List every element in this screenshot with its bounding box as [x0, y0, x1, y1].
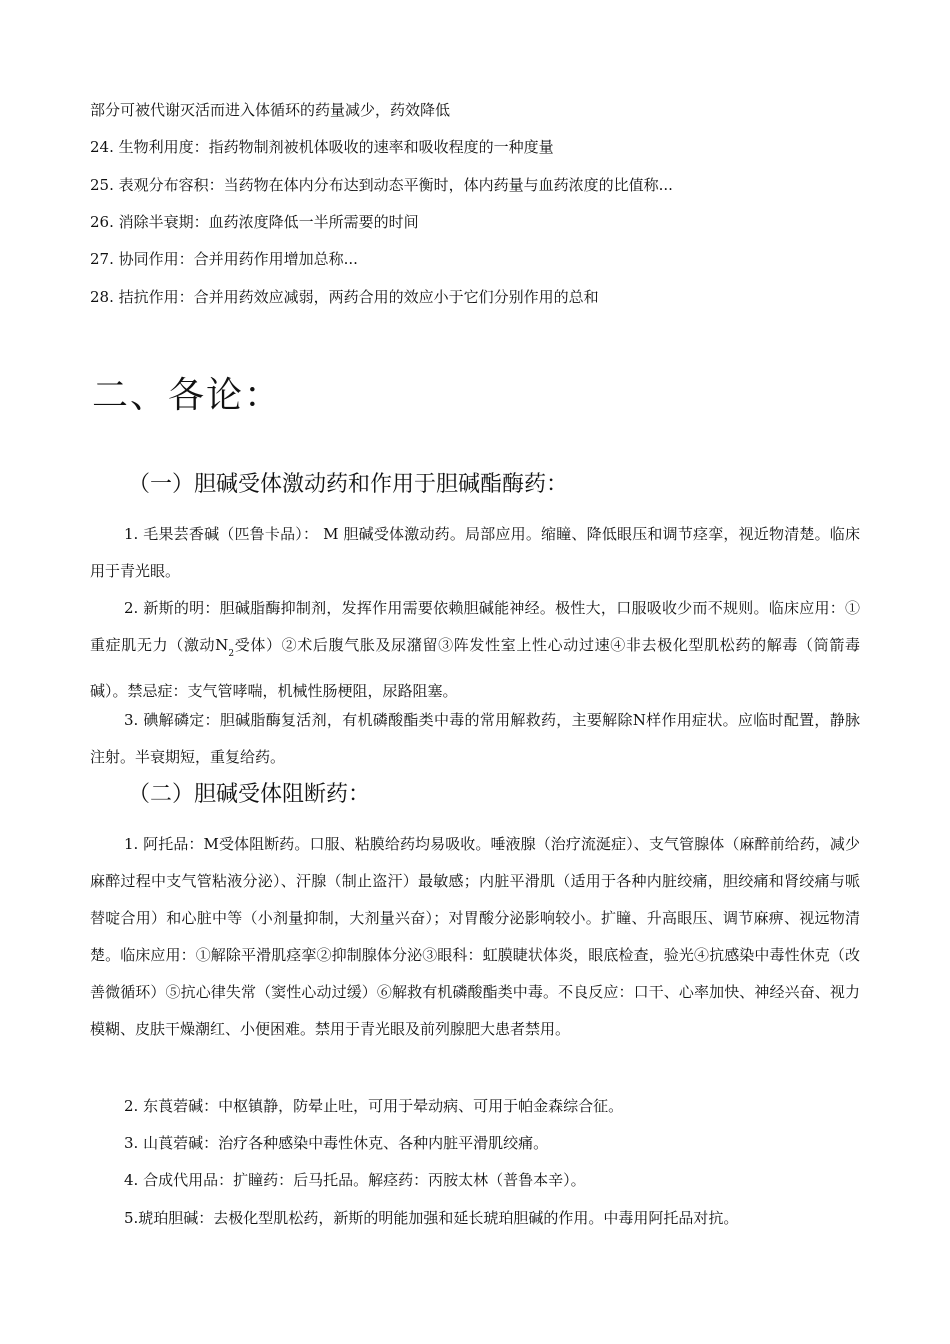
definition-24: 24. 生物利用度：指药物制剂被机体吸收的速率和吸收程度的一种度量 [90, 138, 554, 156]
paragraph-succinylcholine: 5.琥珀胆碱：去极化型肌松药，新斯的明能加强和延长琥珀胆碱的作用。中毒用阿托品对抗。 [124, 1209, 739, 1227]
subscript: 2 [228, 649, 235, 659]
paragraph-anisodamine: 3. 山莨菪碱：治疗各种感染中毒性休克、各种内脏平滑肌绞痛。 [124, 1134, 549, 1152]
paragraph-pilocarpine: 1. 毛果芸香碱（匹鲁卡品）： M 胆碱受体激动药。局部应用。缩瞳、降低眼压和调节痉挛，视近物清楚。临床用于青光眼。 [90, 525, 860, 580]
paragraph-synthetic-substitutes: 4. 合成代用品：扩瞳药：后马托品。解痉药：丙胺太林（普鲁本辛）。 [124, 1171, 586, 1189]
subsection-1-title: （一）胆碱受体激动药和作用于胆碱酯酶药： [128, 472, 569, 497]
paragraph-pralidoxime: 3. 碘解磷定：胆碱脂酶复活剂，有机磷酸酯类中毒的常用解救药，主要解除N样作用症状。应临时配置，静脉注射。半衰期短，重复给药。 [90, 711, 860, 766]
paragraph-text: 受体）②术后腹气胀及尿潴留③阵发性室上性心动过速④非去极化型肌松药的解毒（筒箭毒碱）。禁忌症：支气管哮喘，机械性肠梗阻，尿路阻塞。 [90, 636, 860, 700]
paragraph-text: 2. 新斯的明：胆碱脂酶抑制剂，发挥作用需要依赖胆碱能神经。极性大，口服吸收少而不规则。临床应用：①重症肌无力（激动N [90, 599, 860, 654]
definition-26: 26. 消除半衰期：血药浓度降低一半所需要的时间 [90, 213, 419, 231]
definition-25: 25. 表观分布容积：当药物在体内分布达到动态平衡时，体内药量与血药浓度的比值称... [90, 176, 673, 194]
paragraph-neostigmine [90, 590, 860, 710]
paragraph-atropine: 1. 阿托品：M受体阻断药。口服、粘膜给药均易吸收。唾液腺（治疗流涎症）、支气管腺体（麻醉前给药，减少麻醉过程中支气管粘液分泌）、汗腺（制止盗汗）最敏感；内脏平滑肌（适用于各种内脏绞痛，胆绞痛和肾绞痛与哌替啶合用）和心脏中等（小剂量抑制，大剂量兴奋）；对胃酸分泌影响较小。扩瞳、升高眼压、调节麻痹、视远物清楚。临床应用：①解除平滑肌痉挛②抑制腺体分泌③眼科：虹膜睫状体炎，眼底检查，验光④抗感染中毒性休克（改善微循环）⑤抗心律失常（窦性心动过缓）⑥解救有机磷酸酯类中毒。不良反应：口干、心率加快、神经兴奋、视力模糊、皮肤干燥潮红、小便困难。禁用于青光眼及前列腺肥大患者禁用。 [90, 835, 860, 1038]
paragraph-scopolamine: 2. 东莨菪碱：中枢镇静，防晕止吐，可用于晕动病、可用于帕金森综合征。 [124, 1097, 624, 1115]
text-line: 部分可被代谢灭活而进入体循环的药量减少，药效降低 [90, 101, 451, 119]
definition-27: 27. 协同作用：合并用药作用增加总称... [90, 250, 358, 268]
section-title: 二、各论： [92, 375, 283, 416]
definition-28: 28. 拮抗作用：合并用药效应减弱，两药合用的效应小于它们分别作用的总和 [90, 288, 599, 306]
subsection-2-title: （二）胆碱受体阻断药： [128, 782, 371, 807]
